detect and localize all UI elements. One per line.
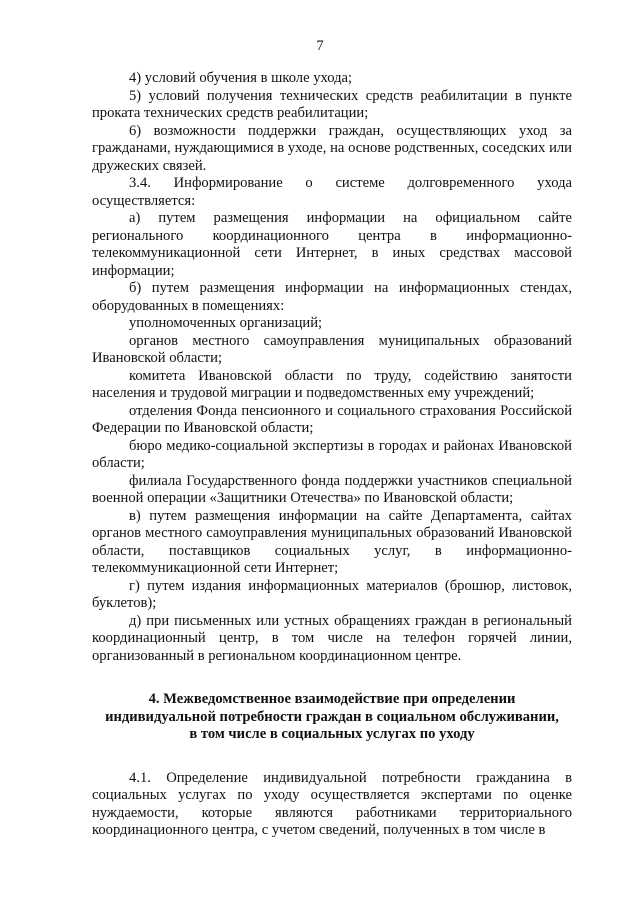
clause-3-4-g: г) путем издания информационных материалов (брошюр, листовок, буклетов); xyxy=(92,577,572,611)
section-heading-line-1: 4. Межведомственное взаимодействие при определении xyxy=(148,691,516,707)
clause-4-1: 4.1. Определение индивидуальной потребности гражданина в социальных услугах по уходу осуществляется экспертами по оценке нуждаемости, которые являются работниками территориального координационного центра, с учетом сведений, полученных в том числе в xyxy=(92,769,572,838)
clause-3-4-a: а) путем размещения информации на официальном сайте регионального координационного центра в информационно-телекоммуникационной сети Интернет, в иных средствах массовой информации; xyxy=(92,210,572,279)
list-item-6: 6) возможности поддержки граждан, осуществляющих уход за гражданами, нуждающимися в уходе, на основе родственных, соседских или дружеских связей. xyxy=(92,122,572,174)
stand-location-defenders-fund: филиала Государственного фонда поддержки участников специальной военной операции «Защитники Отечества» по Ивановской области; xyxy=(92,472,572,506)
clause-3-4-v: в) путем размещения информации на сайте Департамента, сайтах органов местного самоуправления муниципальных образований Ивановской области, поставщиков социальных услуг, в информационно-телекоммуникационной сети Интернет; xyxy=(92,507,572,576)
document-body xyxy=(92,70,572,840)
stand-location-medical-bureau: бюро медико-социальной экспертизы в городах и районах Ивановской области; xyxy=(92,437,572,471)
section-heading-line-3: в том числе в социальных услугах по уходу xyxy=(189,726,475,742)
stand-location-social-fund: отделения Фонда пенсионного и социального страхования Российской Федерации по Ивановской области; xyxy=(92,402,572,436)
stand-location-local-government: органов местного самоуправления муниципальных образований Ивановской области; xyxy=(92,332,572,366)
stand-location-authorized-orgs: уполномоченных организаций; xyxy=(129,315,323,331)
clause-3-4: 3.4. Информирование о системе долговременного ухода осуществляется: xyxy=(92,175,572,209)
page-number: 7 xyxy=(316,38,324,54)
clause-3-4-d: д) при письменных или устных обращениях граждан в региональный координационный центр, в том числе на телефон горячей линии, организованный в региональном координационном центре. xyxy=(92,612,572,664)
clause-3-4-b: б) путем размещения информации на информационных стендах, оборудованных в помещениях: xyxy=(92,280,572,314)
section-heading-line-2: индивидуальной потребности граждан в социальном обслуживании, xyxy=(105,708,559,725)
list-item-4: 4) условий обучения в школе ухода; xyxy=(129,70,353,86)
section-4-heading xyxy=(92,691,572,744)
list-item-5: 5) условий получения технических средств реабилитации в пункте проката технических средств реабилитации; xyxy=(92,87,572,121)
stand-location-labor-committee: комитета Ивановской области по труду, содействию занятости населения и трудовой миграции и подведомственных ему учреждений; xyxy=(92,367,572,401)
